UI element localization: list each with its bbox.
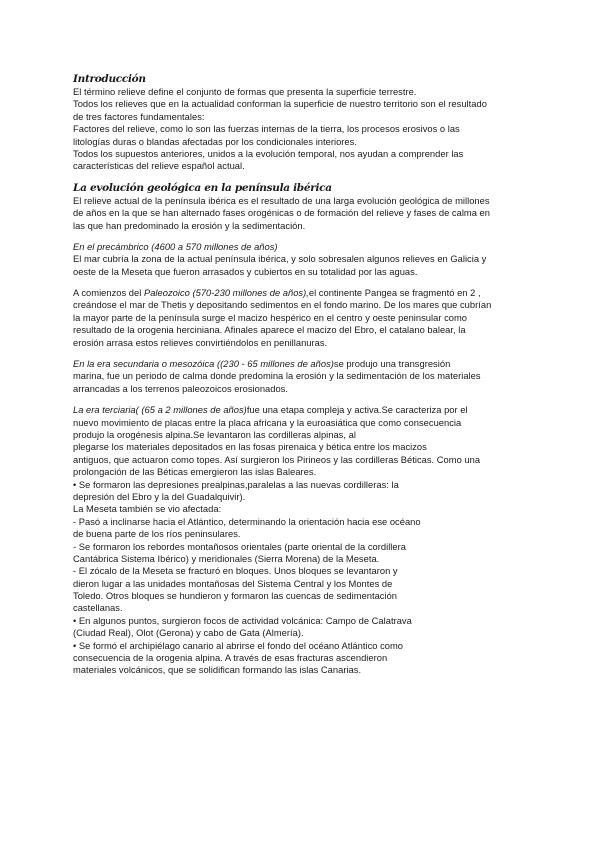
tertiary-line: de buena parte de los ríos peninsulares. (73, 529, 241, 540)
paleozoic-line: erosión arrasa estos relieves convirtiéndolos en penillanuras. (73, 337, 328, 348)
document-body (73, 73, 533, 677)
tertiary-line: - El zócalo de la Meseta se fracturó en bloques. Unos bloques se levantaron y (73, 566, 398, 577)
tertiary-line: La Meseta también se vio afectada: (73, 504, 222, 515)
evolution-heading: La evolución geológica en la península ibérica (73, 181, 332, 194)
tertiary-line: - Pasó a inclinarse hacia el Atlántico, determinando la orientación hacia ese océano (73, 516, 421, 527)
tertiary-lead-continuation: fue una etapa compleja y activa.Se caracteriza por el (246, 405, 468, 416)
intro-line: litologías duras o blandas afectadas por los condicionales interiores. (73, 136, 357, 147)
tertiary-line: prolongación de las Béticas emergieron las islas Baleares. (73, 467, 317, 478)
intro-heading: Introducción (73, 73, 146, 85)
paleozoic-line: resultado de la orogenia herciniana. Afinales aparece el macizo del Ebro, el catalano balear, la (73, 325, 466, 336)
precambrian-line: El mar cubría la zona de la actual península ibérica, y solo sobresalen algunos relieves en Galicia y (73, 254, 487, 265)
tertiary-line: • Se formó el archipiélago canario al abrirse el fondo del océano Atlántico como (73, 640, 404, 651)
evolution-line: El relieve actual de la península ibérica es el resultado de una larga evolución geológica de millones (73, 195, 490, 206)
tertiary-era-title: La era terciaria( (65 a 2 millones de años) (73, 405, 247, 416)
tertiary-line: depresión del Ebro y la del Guadalquivir). (73, 491, 246, 502)
evolution-line: de años en la que se han alternado fases orogénicas o de formación del relieve y fases de calma en (73, 208, 490, 219)
tertiary-line: nuevo movimiento de placas entre la placa africana y la euroasiática que como consecuencia (73, 417, 462, 428)
paleozoic-line: la mayor parte de la península surge el macizo hespérico en el centro y oeste peninsular como (73, 312, 467, 323)
tertiary-line: Toledo. Otros bloques se hundieron y formaron las cuencas de sedimentación (73, 591, 398, 602)
paleozoic-first-line (73, 287, 533, 299)
tertiary-line: Cantábrica Sistema Ibérico) y meridionales (Sierra Morena) de la Meseta. (73, 553, 380, 564)
intro-line: Todos los relieves que en la actualidad conforman la superficie de nuestro territorio son el resultado (73, 99, 487, 110)
tertiary-line: dieron lugar a las unidades montañosas del Sistema Central y los Montes de (73, 578, 393, 589)
tertiary-line: consecuencia de la orogenia alpina. A través de esas fracturas ascendieron (73, 653, 388, 664)
intro-paragraph (73, 86, 533, 173)
mesozoic-paragraph (73, 370, 533, 395)
intro-line: Todos los supuestos anteriores, unidos a la evolución temporal, nos ayudan a comprender las (73, 148, 464, 159)
evolution-line: las que han predominado la erosión y la sedimentación. (73, 220, 306, 231)
mesozoic-era-title: En la era secundaria o mesozóica ((230 - 65 millones de años) (73, 359, 334, 370)
tertiary-line: materiales volcánicos, que se solidifican formando las islas Canarias. (73, 665, 362, 676)
intro-line: Factores del relieve, como lo son las fuerzas internas de la tierra, los procesos erosivos o las (73, 124, 460, 135)
tertiary-line: produjo la orogénesis alpina.Se levantaron las cordilleras alpinas, al (73, 429, 356, 440)
tertiary-line: • Se formaron las depresiones prealpinas,paralelas a las nuevas cordilleras: la (73, 479, 399, 490)
precambrian-title: En el precámbrico (4600 a 570 millones de años) (73, 241, 278, 252)
tertiary-line: antiguos, que actuaron como topes. Así surgieron los Pirineos y las cordilleras Béticas. Como una (73, 454, 481, 465)
tertiary-line: (Ciudad Real), Olot (Gerona) y cabo de Gata (Almería). (73, 628, 304, 639)
tertiary-first-line (73, 404, 533, 416)
mesozoic-line: arrancadas a los terrenos paleozoicos erosionados. (73, 383, 288, 394)
tertiary-line: plegarse los materiales depositados en las fosas pirenaica y bética entre los macizos (73, 442, 427, 453)
mesozoic-line: marina, fue un periodo de calma donde predomina la erosión y la sedimentación de los materiales (73, 371, 481, 382)
paleozoic-lead-text: A comienzos del (73, 288, 144, 299)
evolution-paragraph (73, 195, 533, 232)
tertiary-line: • En algunos puntos, surgieron focos de actividad volcánica: Campo de Calatrava (73, 615, 412, 626)
intro-line: características del relieve español actual. (73, 161, 245, 172)
precambrian-line: oeste de la Meseta que fueron arrasados y cubiertos en su totalidad por las aguas. (73, 266, 418, 277)
mesozoic-lead-continuation: se produjo una transgresión (333, 359, 451, 370)
precambrian-paragraph (73, 253, 533, 278)
tertiary-paragraph (73, 417, 533, 677)
paleozoic-lead-continuation: el continente Pangea se fragmentó en 2 , (308, 288, 481, 299)
tertiary-line: castellanas. (73, 603, 123, 614)
paleozoic-era-title: Paleozoico (570-230 millones de años), (143, 288, 309, 299)
tertiary-line: - Se formaron los rebordes montañosos orientales (parte oriental de la cordillera (73, 541, 406, 552)
intro-line: El término relieve define el conjunto de formas que presenta la superficie terrestre. (73, 87, 417, 97)
mesozoic-first-line (73, 358, 533, 370)
intro-line: de tres factores fundamentales: (73, 111, 205, 122)
paleozoic-line: creándose el mar de Thetis y depositando sedimentos en el fondo marino. De los mares que cubrían (73, 300, 492, 311)
paleozoic-paragraph (73, 299, 533, 349)
